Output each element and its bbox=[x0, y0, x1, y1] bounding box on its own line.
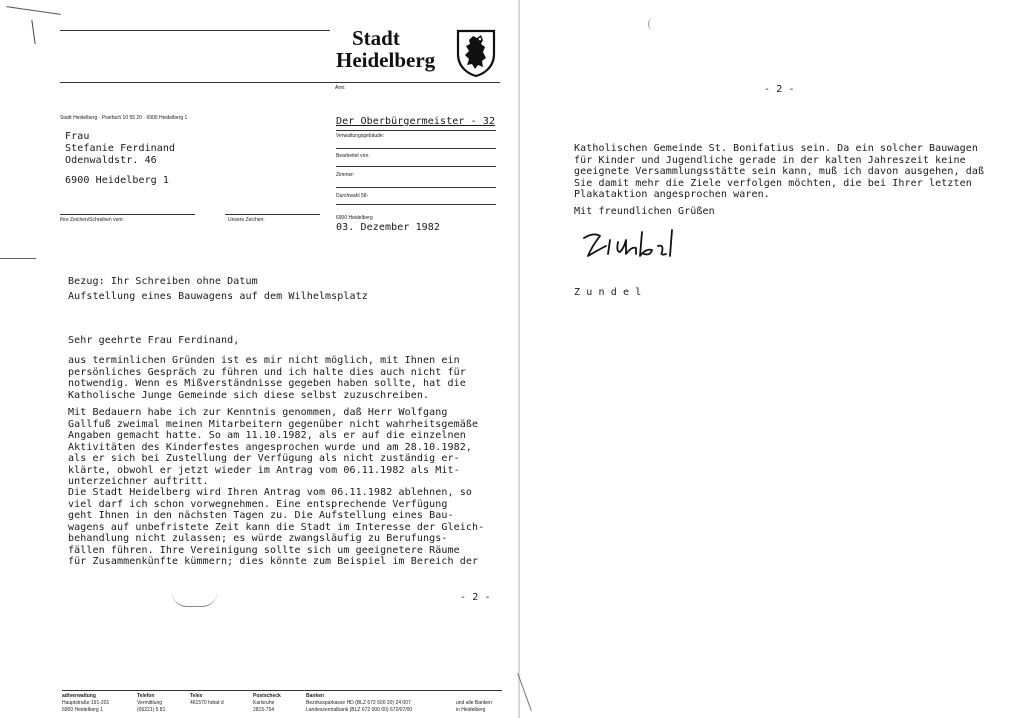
footer-banks-line-2: Landeszentralbank (BLZ 672 000 00) 672/07/00 bbox=[306, 707, 413, 713]
zimmer-label: Zimmer: bbox=[336, 172, 355, 178]
header-top-rule bbox=[60, 30, 330, 31]
footer-phone-line-1: Vermittlung bbox=[137, 700, 163, 706]
durchwahl-label: Durchwahl 58- bbox=[336, 193, 369, 199]
footer-address-line-1: Hauptstraße 191-201 bbox=[62, 700, 110, 706]
page-divider bbox=[518, 0, 520, 718]
footer-rule bbox=[62, 690, 502, 691]
place-label: 6900 Heidelberg bbox=[336, 215, 373, 221]
footer-phone-head: Telefon bbox=[137, 693, 155, 699]
scan-mark bbox=[648, 18, 657, 30]
coat-of-arms-icon bbox=[455, 28, 497, 78]
reference-rule bbox=[225, 214, 320, 215]
letter-date: 03. Dezember 1982 bbox=[336, 222, 441, 233]
unsere-zeichen-label: Unsere Zeichen: bbox=[228, 217, 265, 223]
body-paragraph-2: Mit Bedauern habe ich zur Kenntnis genommen, daß Herr Wolfgang Gallfuß zweimal meinen Mitarbeitern gegenüber nicht wahrheitsgemäße Angaben gemacht hatte. So am 11.10.1982, als er auf die einzelnen Aktivitäten des Kinderfestes angesprochen wurde und am 28.10.1982, als er sich bei Zustellung der Verfügung als nicht zuständig er- klärte, obwohl er jetzt wieder im Antrag vom 06.11.1982 als Mit- unterzeichner auftritt. bbox=[68, 407, 479, 487]
form-rule bbox=[336, 166, 496, 167]
footer-address-line-2: 6900 Heidelberg 1 bbox=[62, 707, 103, 713]
form-rule bbox=[336, 187, 496, 188]
footer-other-banks-line-2: in Heidelberg bbox=[456, 707, 486, 713]
page2-header: - 2 - bbox=[764, 84, 795, 95]
scan-mark bbox=[31, 20, 35, 44]
logo-text-heidelberg: Heidelberg bbox=[336, 48, 436, 72]
page2-paragraph: Katholischen Gemeinde St. Bonifatius sein. Da ein solcher Bauwagen für Kinder und Jugendliche gerade in der kalten Jahreszeit keine geeignete Versammlungsstätte sein kann, muß ich davon ausgehen, daß Sie damit mehr die Ziele verfolgen möchten, die bei Ihrer letzten Plakataktion angesprochen waren. bbox=[574, 143, 985, 200]
footer-address-head: adtverwaltung bbox=[62, 693, 96, 699]
subject-line-2: Aufstellung eines Bauwagens auf dem Wilhelmsplatz bbox=[68, 291, 368, 302]
footer-postscheck-line-1: Karlsruhe bbox=[253, 700, 275, 706]
form-rule bbox=[336, 148, 496, 149]
page-continuation-marker: - 2 - bbox=[460, 592, 491, 603]
footer-postscheck-line-2: 2815-754 bbox=[253, 707, 275, 713]
body-paragraph-1: aus terminlichen Gründen ist es mir nicht möglich, mit Ihnen ein persönliches Gespräch zu führen und ich halte dies auch nicht für notwendig. Wenn es Mißverständnisse gegeben haben sollte, hat die Katholische Junge Gemeinde sich diese selbst zuzuschreiben. bbox=[68, 355, 466, 401]
recipient-line-1: Frau bbox=[65, 131, 90, 142]
footer-telex-line-1: 461570 hdrat d bbox=[190, 700, 224, 706]
footer-phone-line-2: (06221) 5 81 bbox=[137, 707, 166, 713]
body-paragraph-3: Die Stadt Heidelberg wird Ihren Antrag vom 06.11.1982 ablehnen, so viel darf ich schon vorwegnehmen. Eine entsprechende Verfügung geht Ihnen in den nächsten Tagen zu. Die Aufstellung eines Bau- wagens auf unbefristete Zeit kann die Stadt im Interesse der Gleich- behandlung nicht zulassen; es würde zwangsläufig zu Berufungs- fällen führen. Ihre Vereinigung sollte sich um geeignetere Räume für Zusammenkünfte kümmern; dies könnte zum Beispiel im Bereich der bbox=[68, 487, 485, 567]
signatory-name: Z u n d e l bbox=[574, 287, 642, 298]
closing: Mit freundlichen Grüßen bbox=[574, 206, 715, 217]
office-title: Der Oberbürgermeister - 32 bbox=[336, 116, 496, 127]
logo-text-stadt: Stadt bbox=[352, 26, 400, 50]
signature bbox=[580, 226, 690, 266]
footer-banks-line-1: Bezirkssparkasse HD (BLZ 672 500 20) 24 007 bbox=[306, 700, 411, 706]
ihre-zeichen-label: Ihre Zeichen/Schreiben vom: bbox=[60, 217, 124, 223]
footer-postscheck-head: Postscheck bbox=[253, 693, 281, 699]
amt-label: Amt: bbox=[335, 85, 346, 91]
recipient-line-3: Odenwaldstr. 46 bbox=[65, 155, 157, 166]
footer-other-banks-line-1: und alle Banken bbox=[456, 700, 492, 706]
sender-line: Stadt Heidelberg · Postfach 10 55 20 · 6900 Heidelberg 1 bbox=[60, 115, 188, 121]
recipient-line-2: Stefanie Ferdinand bbox=[65, 143, 176, 154]
header-bottom-rule bbox=[60, 82, 500, 83]
scan-mark bbox=[172, 592, 217, 607]
form-rule bbox=[336, 204, 496, 205]
reference-rule bbox=[60, 214, 195, 215]
salutation: Sehr geehrte Frau Ferdinand, bbox=[68, 335, 240, 346]
subject-line-1: Bezug: Ihr Schreiben ohne Datum bbox=[68, 276, 258, 287]
recipient-line-4: 6900 Heidelberg 1 bbox=[65, 175, 170, 186]
scan-mark bbox=[6, 6, 61, 15]
verwaltungsgebaeude-label: Verwaltungsgebäude: bbox=[336, 133, 385, 139]
footer-banks-head: Banken bbox=[306, 693, 325, 699]
form-rule bbox=[336, 130, 496, 131]
footer-telex-head: Telex bbox=[190, 693, 203, 699]
bearbeitet-label: Bearbeitet von: bbox=[336, 153, 370, 159]
scan-mark bbox=[0, 258, 36, 259]
